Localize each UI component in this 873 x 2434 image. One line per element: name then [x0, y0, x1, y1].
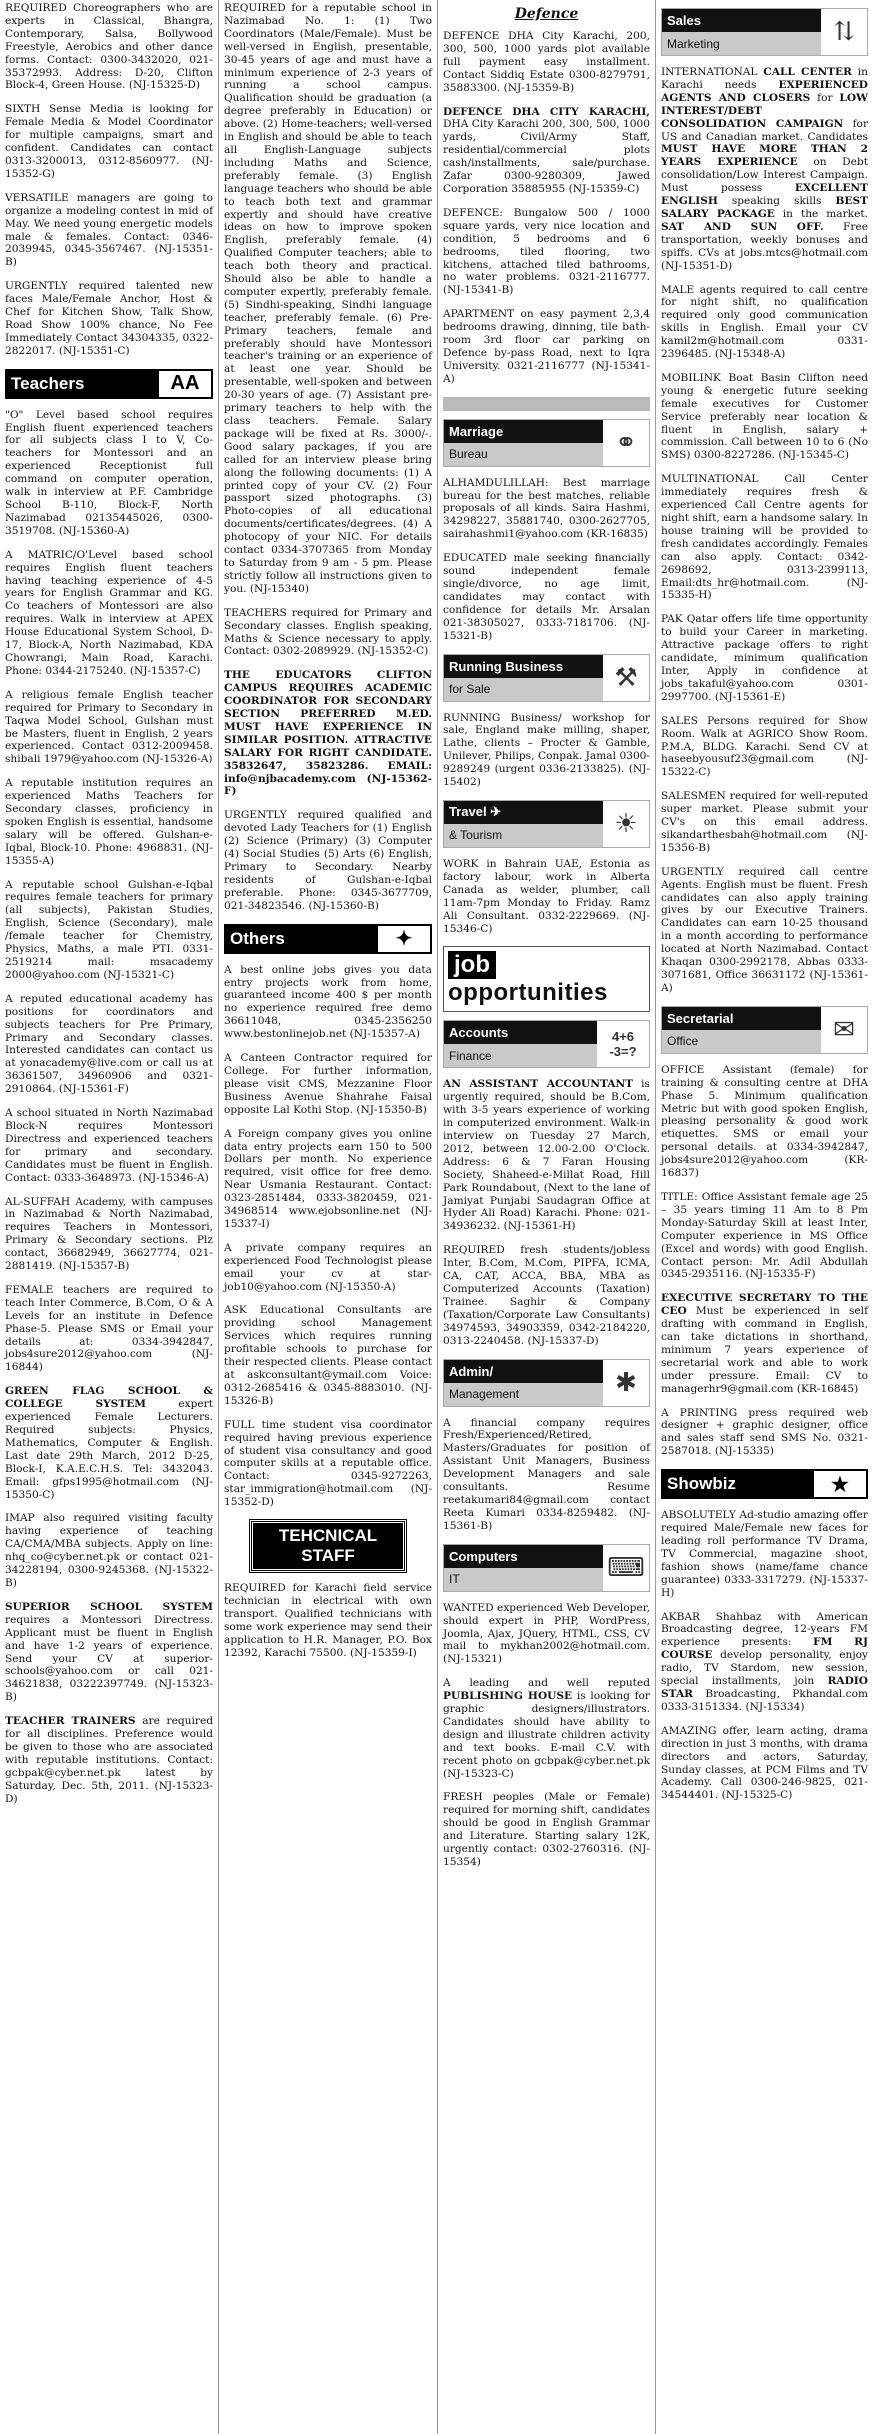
section-title: [444, 1360, 603, 1406]
classified-ad: [5, 1601, 213, 1704]
ad-text: for: [810, 91, 840, 104]
section-title-top: Sales: [662, 9, 821, 32]
ad-bold-text: TEACHER TRAINERS: [5, 1715, 136, 1728]
section-title: [444, 420, 603, 466]
classified-ad: [5, 2, 213, 92]
classified-ad: [443, 858, 650, 935]
classified-ad: [224, 1242, 432, 1294]
ad-text: REQUIRED Choreographers who are experts in Classical, Bhangra, Contemporary, Salsa, Bollywood Freestyle, Aerobics and other dance forms. Contact: 0300-3432020, 021-35372993. Address: D-20, Clifton Block-4, Green House. (NJ-15325-D): [5, 2, 213, 92]
classified-ad: [5, 1512, 213, 1589]
ad-bold-text: FM RJ COURSE: [661, 1636, 868, 1662]
section-title: Showbiz: [667, 1474, 736, 1494]
ad-text: WANTED experienced Web Developer, should expert in PHP, WordPress, Joomla, Ajax, JQuery, HTML, CSS, CV mail to mykhan2002@hotmail.com. (NJ-15321): [443, 1601, 650, 1666]
section-header: [661, 1006, 868, 1054]
classified-ad: [5, 549, 213, 678]
section-title-top: Secretarial: [662, 1007, 821, 1030]
ad-text: RUNNING Business/ workshop for sale, England make milling, shaper, Lathe, clients – Procter & Gamble, Unilever, Philips, Conpak. Jamal 0300-9289249 (urgent 0336-2133825). (NJ-15402): [443, 711, 650, 789]
office-icon: ✉: [821, 1007, 867, 1053]
section-header: [661, 8, 868, 56]
ad-text: DEFENCE: Bungalow 500 / 1000 square yards, very nice location and condition, 5 bedrooms and 6 bedrooms, tiled flooring, two kitchens, attached tiled bathrooms, no water problems. 0321-2116777. (NJ-15341-B): [443, 206, 650, 297]
classified-ad: [443, 712, 650, 789]
ad-bold-text: SAT AND SUN OFF.: [661, 220, 824, 233]
ad-text: speaking skills: [717, 195, 836, 208]
ad-text: TEACHERS required for Primary and Secondary classes. English speaking, Maths & Science necessary to apply. Contact: 0302-2089929. (NJ-15352-C): [224, 606, 432, 658]
ad-bold-text: DEFENCE DHA CITY KARACHI,: [443, 105, 650, 118]
ad-text: ALHAMDULILLAH: Best marriage bureau for the best matches, reliable proposals of all kinds. Saira Hashmi, 34298227, 35881740, 0300-2627705, sairahashmi1@yahoo.com (KR-16835): [443, 476, 650, 541]
ad-text: TITLE: Office Assistant female age 25 – 35 years timing 11 Am to 8 Pm Monday-Saturday Skill at least Inter, Computer experience in MS Office (Excel and words) with good English. Contact person: Mr. Adil Abdullah 0345-2935116. (NJ-15335-F): [661, 1190, 868, 1281]
ad-text: MULTINATIONAL Call Center immediately requires fresh & experienced Call Centre agents for night shift, earn a handsome salary. In house training will be provided to fresh candidates accordingly. Females can also apply. Contact: 0342-2698692, 0313-2399113, Email:dts_hr@hotmail.com. (NJ-15335-H): [661, 473, 868, 602]
job-opportunities-header: [443, 946, 650, 1012]
ad-text: A religious female English teacher required for Primary to Secondary in Taqwa Model School, Gulshan must be Masters, fluent in English, 2 years experienced. Contact 0312-2009458. shibali 1979@yahoo.com (NJ-15326-A): [5, 688, 213, 766]
ad-text: SALESMEN required for well-reputed super market. Please submit your CV's on this email address. sikandarthesbah@hotmail.com (NJ-15356-B): [661, 790, 868, 854]
classified-ad: [661, 284, 868, 361]
classified-ad: [661, 1191, 868, 1281]
ad-text: FEMALE teachers are required to teach Inter Commerce, B.Com, O & A Levels for an institute in Defence Phase-5. Please SMS or Email your details at: 0334-3942847, jobs4sure2012@yahoo.com (NJ-16844): [5, 1283, 213, 1374]
classified-ad: [5, 1385, 213, 1501]
section-title-bottom: IT: [444, 1568, 603, 1591]
classified-ad: [5, 993, 213, 1096]
classified-ad: [443, 1791, 650, 1868]
ad-bold-text: SUPERIOR SCHOOL SYSTEM: [5, 1600, 213, 1613]
classified-ad: [5, 1107, 213, 1184]
classified-ad: [443, 1677, 650, 1780]
section-header: TEHCNICAL STAFF: [250, 1520, 406, 1572]
ad-text: IMAP also required visiting faculty having experience of teaching CA/CMA/MBA subjects. Apply on line: nhq_co@cyber.net.pk or contact 021-34228194, 0300-9245368. (NJ-15322-B): [5, 1512, 213, 1589]
ad-text: APARTMENT on easy payment 2,3,4 bedrooms drawing, dinning, tile bath-room 3rd floor car parking on Defence by-pass Road, next to Iqra University. 0321-2116777 (NJ-15341-A): [443, 308, 650, 385]
ad-text: A private company requires an experienced Food Technologist please email your cv at star-job10@yahoo.com (NJ-15350-A): [224, 1241, 432, 1293]
classified-ad: [5, 689, 213, 766]
ad-bold-text: EXECUTIVE SECRETARY TO THE CEO: [661, 1292, 868, 1318]
ad-text: A reputable institution requires an experienced Maths Teachers for Secondary classes, proficiency in spoken English is essential, handsome salary will be offered. Gulshan-e-Iqbal, Block-10. Phone: 4968831. (NJ-15355-A): [5, 777, 213, 867]
section-title: [444, 655, 603, 701]
section-header: [443, 800, 650, 848]
ad-text: ASK Educational Consultants are providing school Management Services which requires running profitable schools to purchase for their respected clients. Please contact at askconsultant@ymail.com Voice: 0312-2685416 & 0345-8883010. (NJ-15326-B): [224, 1304, 432, 1407]
classified-ad: [224, 607, 432, 659]
ad-text: on Debt consolidation/Low Interest Campaign. Must possess: [661, 156, 868, 195]
classified-ad: [443, 1078, 650, 1233]
classified-ad: [5, 879, 213, 982]
section-header: [443, 1544, 650, 1592]
ad-text: AMAZING offer, learn acting, drama direction in just 3 months, with drama directors and actors, Saturday, Sunday classes, at PCM Films and TV Academy. Call 0300-246-9825, 021-34544401. (NJ-15325-C): [661, 1724, 868, 1802]
section-title-bottom: Office: [662, 1030, 821, 1053]
classified-ad: [443, 30, 650, 95]
ad-text: EDUCATED male seeking financially sound independent female single/divorce, no age limit, candidates may contact with confidence for details Mr. Arsalan 021-38305027, 0333-7181706. (NJ-15321-B): [443, 552, 650, 642]
ad-text: Must be experienced in self drafting with command in English, can take dictations in shorthand, minimum 7 years experience of secretarial work and able to work under pressure. Email: CV to managerhr9@gmail.com (KR-16845): [661, 1305, 868, 1395]
ad-text: SIXTH Sense Media is looking for Female Media & Model Coordinator for multiple campaigns, smart and confident. Candidates can contact 0313-3200013, 0312-8560977. (NJ-15352-G): [5, 103, 213, 180]
classified-ad: [443, 308, 650, 385]
section-title: [662, 9, 821, 55]
section-title: Teachers: [11, 373, 85, 393]
ad-text: OFFICE Assistant (female) for training & consulting centre at DHA Phase 5. Minimum qualification Metric but with good spoken English, pleasing personality & good work etiquettes. SMS or email your personal details. at 0334-3942847, jobs4sure2012@yahoo.com (KR-16837): [661, 1063, 868, 1180]
ad-text: AL-SUFFAH Academy, with campuses in Nazimabad & North Nazimabad, requires Teachers in Montessori, Primary & Secondary sections. Plz contact, 36682949, 36627774, 021-2881419. (NJ-15357-B): [5, 1195, 213, 1273]
classified-ad: [5, 777, 213, 867]
section-title-top: Marriage: [444, 420, 603, 443]
column-4: [655, 0, 873, 2434]
ad-text: is looking for graphic designers/illustrators. Candidates should have ability to design and illustrate children activity and text books. E-mail C.V. with recent photo on gcbpak@cyber.net.pk (NJ-15323-C): [443, 1690, 650, 1780]
section-title: Others: [230, 928, 285, 948]
section-title-top: Admin/: [444, 1360, 603, 1383]
ad-text: is urgently required, should be B.Com, with 3-5 years experience of working in computerized environment. Walk-in interview on Tuesday 27 March, 2012, between 12.00-2.00 O'Clock. Address: 6 & 7 Faran Housing Society, Shaheed-e-Millat Road, Hill Park Roundabout, (Next to the lane of Jamiyat Punjabi Saudagran Office at Hyder Ali Road) Karachi. Phone: 021-34936232. (NJ-15361-H): [443, 1078, 650, 1233]
ad-text: MOBILINK Boat Basin Clifton need young & energetic future seeking female executives for Customer Service preferably near location & fluent in English, salary + commission. Call between 10 to 6 (No SMS) 0300-8227286. (NJ-15345-C): [661, 371, 868, 462]
ad-text: in Karachi needs: [661, 66, 868, 91]
ad-text: VERSATILE managers are going to organize a modeling contest in mid of May. We need young energetic models male & females. Contact: 0346-2039945, 0345-3567467. (NJ-15351-B): [5, 191, 213, 269]
column-2: [218, 0, 437, 2434]
ad-text: Broadcasting, Pkhandal.com 0333-3151334. (NJ-15334): [661, 1687, 868, 1713]
ad-text: requires a Montessori Directress. Applicant must be fluent in English and have 1-2 years of experience. Send your CV at superior-schools@yahoo.com or call 021-34621838, 03222397749. (NJ-15323-B): [5, 1613, 213, 1704]
ad-text: A school situated in North Nazimabad Block-N requires Montessori Directress and experienced teachers for primary and secondary. Candidates must be fluent in English. Contact: 0333-3648973. (NJ-15346-A): [5, 1107, 213, 1184]
classified-ad: [661, 1407, 868, 1459]
classified-ad: [224, 2, 432, 596]
ad-text: REQUIRED fresh students/jobless Inter, B.Com, M.Com, PIPFA, ICMA, CA, CAT, ACCA, BBA, MBA as Computerized Accounts (Taxation) Trainee. Saghir & Company (Taxation/Corporate Law Consultants) 34974593, 34903359, 0342-2184220, 0313-2240458. (NJ-15337-D): [443, 1244, 650, 1347]
section-title-bottom: for Sale: [444, 678, 603, 701]
section-header: [661, 1469, 868, 1499]
section-title: [444, 1545, 603, 1591]
section-header: [224, 924, 432, 954]
classified-ad: [5, 409, 213, 538]
section-title-bottom: Marketing: [662, 32, 821, 55]
section-header: Defence: [514, 6, 579, 22]
classified-ad: [661, 866, 868, 995]
section-title-top: Travel ✈: [444, 801, 603, 824]
ad-text: INTERNATIONAL: [661, 66, 764, 78]
classified-ad: [224, 1582, 432, 1659]
classified-ad: [443, 1244, 650, 1347]
header-word-job: job: [448, 951, 496, 979]
ad-text: are required for all disciplines. Preference would be given to those who are associated with reputable institutions. Contact: gcbpak@cyber.net.pk latest by Saturday, Dec. 5th, 2011. (NJ-15323-D): [5, 1715, 213, 1805]
ad-bold-text: PUBLISHING HOUSE: [443, 1690, 573, 1703]
ad-text: URGENTLY required qualified and devoted Lady Teachers for (1) English (2) Science (Primary) (3) Computer (4) Social Studies (5) Arts (6) English, Primary to Secondary. Nearby residents of Gulshan-e-Iqbal preferable. Phone: 0345-3677709, 021-34823546. (NJ-15360-B): [224, 809, 432, 912]
section-title-top: Running Business: [444, 655, 603, 678]
section-header: [5, 369, 213, 399]
ad-text: AKBAR Shahbaz with American Broadcasting degree, 12-years FM experience presents:: [661, 1610, 868, 1649]
ad-text: A best online jobs gives you data entry projects work from home, guaranteed income 400 $ per month no experience required free demo 36611048, 0345-2356250 www.bestonlinejob.net (NJ-15357-A): [224, 963, 432, 1041]
column-1: [0, 0, 218, 2434]
ad-text: ABSOLUTELY Ad-studio amazing offer required Male/Female new faces for leading roll performance TV Drama, TV Commercial, magazine shoot, fashion shows (name/fame chance guarantee) 0333-3317279. (NJ-15337-H): [661, 1509, 868, 1599]
ad-text: FULL time student visa coordinator required having previous experience of student visa consultancy and good computer skills at a reputable office. Contact: 0345-9272263, star_immigration@hotmail.com (NJ-15352-D): [224, 1418, 432, 1509]
ad-bold-text: CALL CENTER: [763, 66, 852, 78]
ad-text: DEFENCE DHA City Karachi, 200, 300, 500, 1000 yards plot available full payment easy installment. Contact Siddiq Estate 0300-8279791, 35883300. (NJ-15359-B): [443, 30, 650, 94]
ad-text: DHA City Karachi 200, 300, 500, 1000 yards, Civil/Army Staff, residential/commercial plots cash/installments, sale/purchase. Zafar 0300-9280309, Jawed Corporation 35885955 (NJ-15359-C): [443, 118, 650, 195]
classified-ad: [5, 192, 213, 269]
header-word-opportunities: opportunities: [448, 979, 608, 1007]
ad-bold-text: AN ASSISTANT ACCOUNTANT: [443, 1078, 634, 1091]
ad-text: URGENTLY required talented new faces Male/Female Anchor, Host & Chef for Kitchen Show, Talk Show, Road Show 100% chance, No Fee Immediately Contact 34304335, 0322-2822017. (NJ-15351-C): [5, 280, 213, 357]
letters-aa-icon: AA: [159, 371, 211, 397]
classified-ad: [5, 103, 213, 180]
palm-tree-icon: ☀: [603, 801, 649, 847]
ad-text: A PRINTING press required web designer + graphic designer, office and sales staff send SMS No. 0321-2587018. (NJ-15335): [661, 1406, 868, 1458]
section-title-bottom: Management: [444, 1383, 603, 1406]
ad-text: A Foreign company gives you online data entry projects earn 150 to 500 Dollars per month. No experience required, visit office for free demo. Near Usmania Restaurant. Contact: 0323-2851484, 0333-3820459, 021-34968514 www.ejobsonline.net (NJ-15337-I): [224, 1127, 432, 1230]
classified-ad: [661, 613, 868, 703]
ad-bold-text: EXPERIENCED AGENTS AND CLOSERS: [661, 78, 868, 104]
section-title: [444, 1021, 597, 1067]
classified-ad: [661, 66, 868, 273]
classified-ad: [661, 372, 868, 462]
classified-ad: [5, 1715, 213, 1805]
ad-text: for US and Canadian market. Candidates: [661, 117, 869, 143]
ad-text: A reputable school Gulshan-e-Iqbal requires female teachers for primary (all subjects), Pakistan Studies, English, Science (Secondary), male /female teacher for Chemistry, Physics, Maths, a male PTI. 0331-2519214 mail: msacademy 2000@yahoo.com (NJ-15321-C): [5, 878, 213, 981]
ad-bold-text: RADIO STAR: [661, 1675, 868, 1700]
classified-ad: [5, 1284, 213, 1374]
classified-ad: [661, 1725, 868, 1802]
column-3: [437, 0, 655, 2434]
classified-ad: [5, 1196, 213, 1273]
section-title: [662, 1007, 821, 1053]
ad-text: A leading and well reputed: [443, 1677, 650, 1690]
classified-ad: [224, 964, 432, 1041]
rings-icon: ⚭: [603, 420, 649, 466]
ad-bold-text: LOW INTEREST/DEBT CONSOLIDATION CAMPAIGN: [661, 91, 868, 130]
classified-ad: [224, 1052, 432, 1117]
ad-text: A Canteen Contractor required for College. For further information, please visit CMS, Mezzanine Floor Business Avenue Shahrahe Faisal opposite Lal Kothi Stop. (NJ-15350-B): [224, 1052, 432, 1116]
section-title-bottom: Finance: [444, 1044, 597, 1067]
classified-ad: [224, 809, 432, 912]
classified-ad: [661, 1611, 868, 1714]
classified-ad: [224, 1304, 432, 1407]
section-header: [443, 654, 650, 702]
ad-text: URGENTLY required call centre Agents. English must be fluent. Fresh candidates can also apply training gives by our Executive Trainers. Candidates can earn 10-25 thousand in a month according to performance located at North Nazimabad. Contact Khaqan 0300-2992178, Abbas 0333-3071681, Office 36631172 (NJ-15361-A): [661, 865, 868, 994]
classified-ad: [661, 473, 868, 602]
section-title-bottom: & Tourism: [444, 824, 603, 847]
ad-bold-text: MUST HAVE MORE THAN 2 YEARS EXPERIENCE: [661, 143, 868, 169]
section-header: [443, 1359, 650, 1407]
section-title-bottom: Bureau: [444, 443, 603, 466]
arrows-icon: ⇅: [821, 9, 867, 55]
section-header: [443, 1020, 650, 1068]
section-title: [444, 801, 603, 847]
classified-ad: [661, 1292, 868, 1395]
ad-text: WORK in Bahrain UAE, Estonia as factory labour, work in Alberta Canada as welder, plumber, call 11am-7pm Monday to Friday. Ramz Ali Consultant. 0332-2229669. (NJ-15346-C): [443, 857, 650, 935]
ad-text: develop personality, enjoy radio, TV Stardom, new session, special installments, join: [661, 1649, 868, 1688]
math-icon: 4+6 -3=?: [597, 1021, 649, 1067]
classified-ad: [443, 1417, 650, 1533]
classified-ad: [443, 207, 650, 297]
asterisk-icon: ✱: [603, 1360, 649, 1406]
classified-ad: [443, 106, 650, 196]
ad-text: A financial company requires Fresh/Experienced/Retired, Masters/Graduates for position of Assistant Unit Managers, Business Development Managers and sale consultants. Resume reetakumari84@gmail.com contact Reeta Kumari 0334-8259482. (NJ-15361-B): [443, 1416, 650, 1532]
classified-ad: [224, 1419, 432, 1509]
ad-text: REQUIRED for Karachi field service technician in electrical with own transport. Qualified technicians with some work experience may send their application to H.R. Manager, P.O. Box 12392, Karachi 75500. (NJ-15359-I): [224, 1582, 432, 1659]
ad-text: A MATRIC/O'Level based school requires English fluent teachers having teaching experience of 4-5 years for English Grammar and KG. Co teachers of Montessori are also requires. Walk in interview at APEX House Educational System School, D-17, Block-A, North Nazimabad, KDA Chowrangi, Main Road, Karachi. Phone: 0344-2175240. (NJ-15357-C): [5, 548, 213, 677]
computer-icon: ⌨: [603, 1545, 649, 1591]
ad-bold-text: GREEN FLAG SCHOOL & COLLEGE SYSTEM: [5, 1385, 213, 1411]
star-icon: ★: [814, 1471, 866, 1497]
ad-text: FRESH peoples (Male or Female) required for morning shift, candidates should be good in English Grammar and Literature. Starting salary 12K, urgently contact: 0302-2760316. (NJ-15354): [443, 1791, 650, 1868]
compass-star-icon: ✦: [378, 926, 430, 952]
classified-ad: [661, 1064, 868, 1180]
ad-bold-text: BEST SALARY PACKAGE: [661, 195, 868, 220]
ad-text: expert experienced Female Lecturers. Required subjects: Physics, Mathematics, Computer & English. Last date 29th March, 2012 D-25, Block-I, K.A.E.C.H.S. Tel: 3432043. Email: gfps1995@hotmail.com (NJ-15350-C): [5, 1398, 213, 1501]
classified-ad: [443, 477, 650, 542]
classified-ad: [443, 552, 650, 642]
classified-ad: [661, 790, 868, 855]
handshake-icon: ⚒: [603, 655, 649, 701]
ad-text: "O" Level based school requires English fluent experienced teachers for all subjects class I to V, Co-teachers for Montessori and an experienced Receptionist full command on computer operation, walk in interview at P.F. Cambridge School B-110, Block-F, North Nazimabad 02135445026, 0300-3519708. (NJ-15360-A): [5, 408, 213, 537]
ad-text: A reputed educational academy has positions for coordinators and subjects teachers for Pre Primary, Primary and Secondary classes. Interested candidates can contact us at yonacademy@live.com or call us at 36361507, 34960906 and 0321-2910864. (NJ-15361-F): [5, 992, 213, 1096]
classified-ad: [661, 715, 868, 780]
ad-text: Free transportation, weekly bonuses and spiffs. CVs at jobs.mtcs@hotmail.com (NJ-15351-D): [661, 220, 868, 272]
ad-bold-text: THE EDUCATORS CLIFTON CAMPUS REQUIRES ACADEMIC COORDINATOR FOR SECONDARY SECTION PREFERRED M.ED. MUST HAVE EXPERIENCE IN SIMILAR POSITION. ATTRACTIVE SALARY FOR RIGHT CANDIDATE. 35832647, 35823286. EMAIL: info@njbacademy.com (NJ-15362-F): [224, 669, 432, 798]
ad-text: in the market.: [774, 207, 868, 220]
classified-ad: [224, 1128, 432, 1231]
ad-bold-text: EXCELLENT ENGLISH: [661, 182, 868, 208]
classified-ad: [5, 280, 213, 357]
section-title-top: Accounts: [444, 1021, 597, 1044]
section-header: [443, 419, 650, 467]
ad-text: MALE agents required to call centre for night shift, no qualification required only good communication skills in English. Email your CV kamil2m@hotmail.com 0331-2396485. (NJ-15348-A): [661, 283, 868, 361]
classified-ad: [661, 1509, 868, 1599]
ad-text: SALES Persons required for Show Room. Walk at AGRICO Show Room. P.M.A, BLDG. Karachi. Send CV at haseebyousuf23@gmail.com (NJ-15322-C): [661, 714, 868, 779]
section-title-top: Computers: [444, 1545, 603, 1568]
divider: [443, 397, 650, 411]
classified-ad: [443, 1602, 650, 1667]
ad-text: PAK Qatar offers life time opportunity to build your Career in marketing. Attractive package offers to right candidate, minimum qualification Inter, Apply in confidence at jobs_takaful@yahoo.com 0301-2997700. (NJ-15361-E): [661, 613, 868, 703]
classified-ad: [224, 669, 432, 798]
ad-text: REQUIRED for a reputable school in Nazimabad No. 1: (1) Two Coordinators (Male/Female). Must be well-versed in English, presentable, 30-45 years of age and must have a minimum experience of 2-3 years of running a school campus. Qualification should be graduation (a degree preferably in Education) or above. (2) Home-teachers; well-versed in English and should be able to teach all English-Language subjects including Maths and Science, preferably female. (3) English language teachers who should be able to teach both text and grammar expertly and should have creative ideas on how to improve spoken English, preferably female. (4) Qualified Computer teachers; able to teach both theory and practical. Should also be able to handle a computer expertly, preferably female. (5) Sindhi-speaking, Sindhi language teacher, preferably female. (6) Pre-Primary teachers, female and preferably should have Montessori teacher's training or an experience of at least one year. Should be presentable, well-spoken and between 20-30 years of age. (7) Assistant pre-primary teachers to help with the class teachers. Female. Salary package will be fixed at Rs. 3000/-. Good salary packages, if you are called for an interview please bring along the following documents: (1) A printed copy of your CV. (2) Four passport sized photographs. (3) Photo-copies of all educational documents/certificates/degrees. (4) A photocopy of your NIC. For details contact 0334-3707365 from Monday to Saturday from 9 am - 5 pm. Please strictly follow all instructions given to you. (NJ-15340): [224, 2, 432, 595]
